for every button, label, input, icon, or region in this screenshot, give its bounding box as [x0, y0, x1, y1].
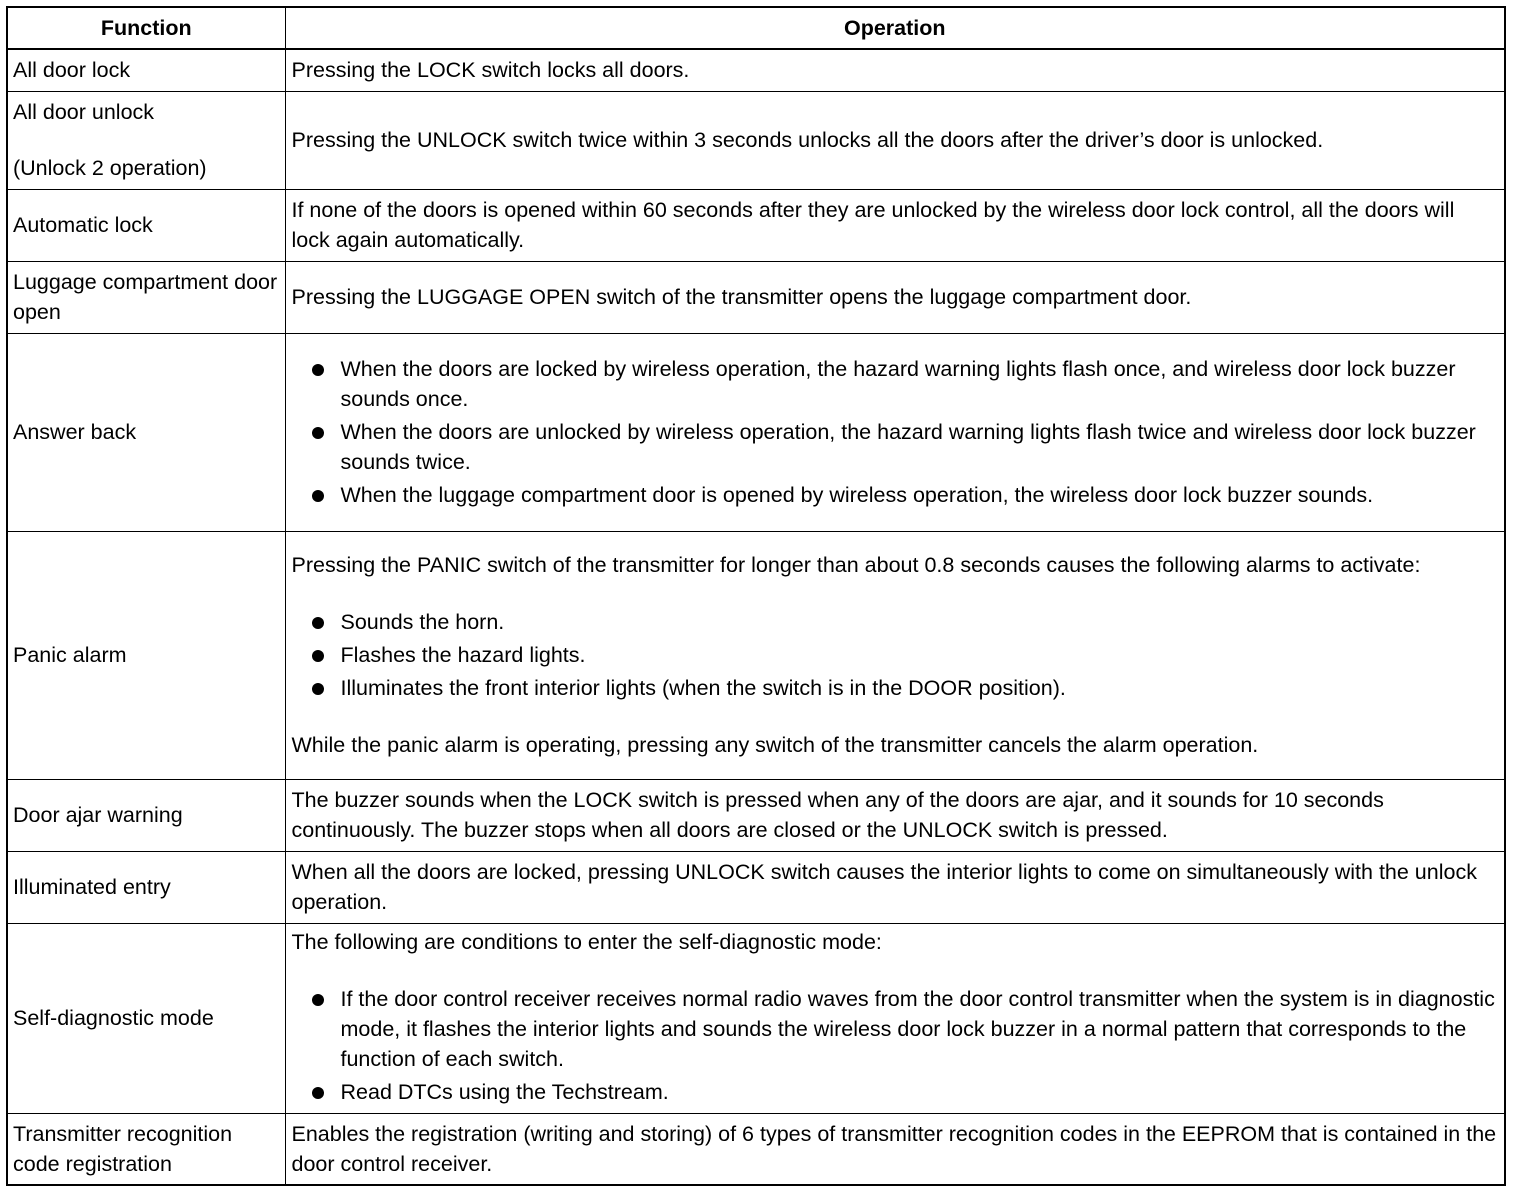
header-operation: Operation	[285, 7, 1505, 49]
table-row	[7, 923, 1505, 1113]
bullet-text: Read DTCs using the Techstream.	[340, 1079, 669, 1104]
bullet-icon	[312, 617, 324, 629]
bullet-icon	[312, 683, 324, 695]
function-cell: Automatic lock	[7, 189, 285, 261]
function-operation-table	[6, 6, 1506, 1186]
function-cell: Illuminated entry	[7, 851, 285, 923]
header-function: Function	[7, 7, 285, 49]
list-item	[292, 640, 1499, 670]
table-row	[7, 189, 1505, 261]
operation-cell	[285, 531, 1505, 779]
operation-cell: Enables the registration (writing and storing) of 6 types of transmitter recognition codes in the EEPROM that is contained in the door control receiver.	[285, 1113, 1505, 1185]
table-row	[7, 261, 1505, 333]
table-row	[7, 779, 1505, 851]
list-item	[292, 417, 1499, 477]
bullet-list	[292, 607, 1499, 703]
table-row	[7, 1113, 1505, 1185]
operation-cell: Pressing the LOCK switch locks all doors.	[285, 49, 1505, 91]
table-row	[7, 91, 1505, 189]
list-item	[292, 607, 1499, 637]
bullet-icon	[312, 364, 324, 376]
operation-cell: When all the doors are locked, pressing UNLOCK switch causes the interior lights to come on simultaneously with the unlock operation.	[285, 851, 1505, 923]
operation-intro: The following are conditions to enter the self-diagnostic mode:	[291, 929, 882, 954]
bullet-icon	[312, 994, 324, 1006]
function-line: (Unlock 2 operation)	[13, 156, 207, 180]
bullet-text: If the door control receiver receives normal radio waves from the door control transmitter when the system is in diagnostic mode, it flashes the interior lights and sounds the wireless door lock buzzer in a normal pattern that corresponds to the function of each switch.	[340, 986, 1495, 1071]
bullet-icon	[312, 650, 324, 662]
bullet-icon	[312, 490, 324, 502]
function-cell: Luggage compartment door open	[7, 261, 285, 333]
operation-cell	[285, 923, 1505, 1113]
function-cell: Panic alarm	[7, 531, 285, 779]
bullet-text: Sounds the horn.	[340, 610, 505, 634]
function-cell: Self-diagnostic mode	[7, 923, 285, 1113]
list-item	[292, 354, 1499, 414]
table-row	[7, 531, 1505, 779]
bullet-icon	[312, 1087, 324, 1099]
bullet-list	[292, 984, 1499, 1107]
bullet-text: Illuminates the front interior lights (when the switch is in the DOOR position).	[340, 676, 1066, 700]
function-cell: All door lock	[7, 49, 285, 91]
operation-intro: Pressing the PANIC switch of the transmitter for longer than about 0.8 seconds causes the following alarms to activate:	[291, 553, 1421, 577]
bullet-list	[292, 354, 1499, 510]
table-row	[7, 49, 1505, 91]
list-item	[292, 480, 1499, 510]
bullet-icon	[312, 427, 324, 439]
operation-cell: If none of the doors is opened within 60 seconds after they are unlocked by the wireless door lock control, all the doors will lock again automatically.	[285, 189, 1505, 261]
bullet-text: When the doors are locked by wireless operation, the hazard warning lights flash once, and wireless door lock buzzer sounds once.	[340, 357, 1456, 411]
table-row	[7, 851, 1505, 923]
bullet-text: When the doors are unlocked by wireless operation, the hazard warning lights flash twice and wireless door lock buzzer sounds twice.	[340, 420, 1476, 474]
function-cell: Transmitter recognition code registration	[7, 1113, 285, 1185]
list-item	[292, 984, 1499, 1074]
operation-cell: Pressing the UNLOCK switch twice within 3 seconds unlocks all the doors after the driver’s door is unlocked.	[285, 91, 1505, 189]
function-line: All door unlock	[13, 100, 155, 124]
operation-cell: Pressing the LUGGAGE OPEN switch of the transmitter opens the luggage compartment door.	[285, 261, 1505, 333]
operation-cell: The buzzer sounds when the LOCK switch is pressed when any of the doors are ajar, and it sounds for 10 seconds continuously. The buzzer stops when all doors are closed or the UNLOCK switch is pressed.	[285, 779, 1505, 851]
function-cell	[7, 91, 285, 189]
list-item	[292, 1077, 1499, 1107]
bullet-text: Flashes the hazard lights.	[340, 643, 586, 667]
bullet-text: When the luggage compartment door is opened by wireless operation, the wireless door lock buzzer sounds.	[340, 483, 1374, 507]
function-cell: Answer back	[7, 333, 285, 531]
operation-outro: While the panic alarm is operating, pressing any switch of the transmitter cancels the alarm operation.	[291, 733, 1259, 757]
header-row	[7, 7, 1505, 49]
operation-cell	[285, 333, 1505, 531]
function-cell: Door ajar warning	[7, 779, 285, 851]
table-row	[7, 333, 1505, 531]
list-item	[292, 673, 1499, 703]
